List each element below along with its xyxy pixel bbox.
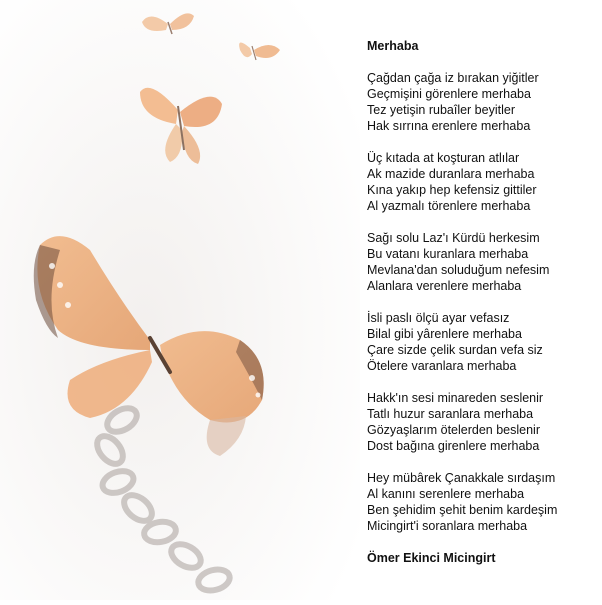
poem-author: Ömer Ekinci Micingirt (367, 551, 496, 565)
poem-line: Hey mübârek Çanakkale sırdaşım (367, 471, 556, 485)
poem-line: İsli paslı ölçü ayar vefasız (367, 311, 510, 325)
poem-line: Micingirt'i soranlara merhaba (367, 519, 528, 533)
poem-line: Ben şehidim şehit benim kardeşim (367, 503, 558, 517)
poem-line: Geçmişini görenlere merhaba (367, 87, 531, 101)
poem-line: Tatlı huzur saranlara merhaba (367, 407, 534, 421)
poem-line: Tez yetişin rubaîler beyitler (367, 103, 515, 117)
poem-line: Kına yakıp hep kefensiz gittiler (367, 183, 537, 197)
stanza-3 (367, 230, 597, 294)
stanza-4 (367, 310, 597, 374)
stanza-6 (367, 470, 597, 534)
poem-line: Üç kıtada at koşturan atlılar (367, 151, 520, 165)
stanza-1 (367, 70, 597, 134)
poem-line: Bilal gibi yârenlere merhaba (367, 327, 522, 341)
poem-line: Al yazmalı törenlere merhaba (367, 199, 531, 213)
poem-block (367, 38, 597, 566)
poem-line: Hakk'ın sesi minareden seslenir (367, 391, 544, 405)
poem-line: Çare sizde çelik surdan vefa siz (367, 343, 543, 357)
poem-line: Sağı solu Laz'ı Kürdü herkesim (367, 231, 540, 245)
stanza-2 (367, 150, 597, 214)
poem-line: Mevlana'dan soluduğum nefesim (367, 263, 550, 277)
stanza-5 (367, 390, 597, 454)
poem-line: Dost bağına girenlere merhaba (367, 439, 540, 453)
poem-line: Alanlara verenlere merhaba (367, 279, 522, 293)
poem-line: Bu vatanı kuranlara merhaba (367, 247, 529, 261)
poem-line: Ak mazide duranlara merhaba (367, 167, 535, 181)
poem-title: Merhaba (367, 39, 419, 53)
poem-line: Al kanını serenlere merhaba (367, 487, 525, 501)
poem-line: Gözyaşlarım ötelerden beslenir (367, 423, 540, 437)
poem-line: Ötelere varanlara merhaba (367, 359, 517, 373)
poem-line: Çağdan çağa iz bırakan yiğitler (367, 71, 539, 85)
poem-line: Hak sırrına erenlere merhaba (367, 119, 531, 133)
